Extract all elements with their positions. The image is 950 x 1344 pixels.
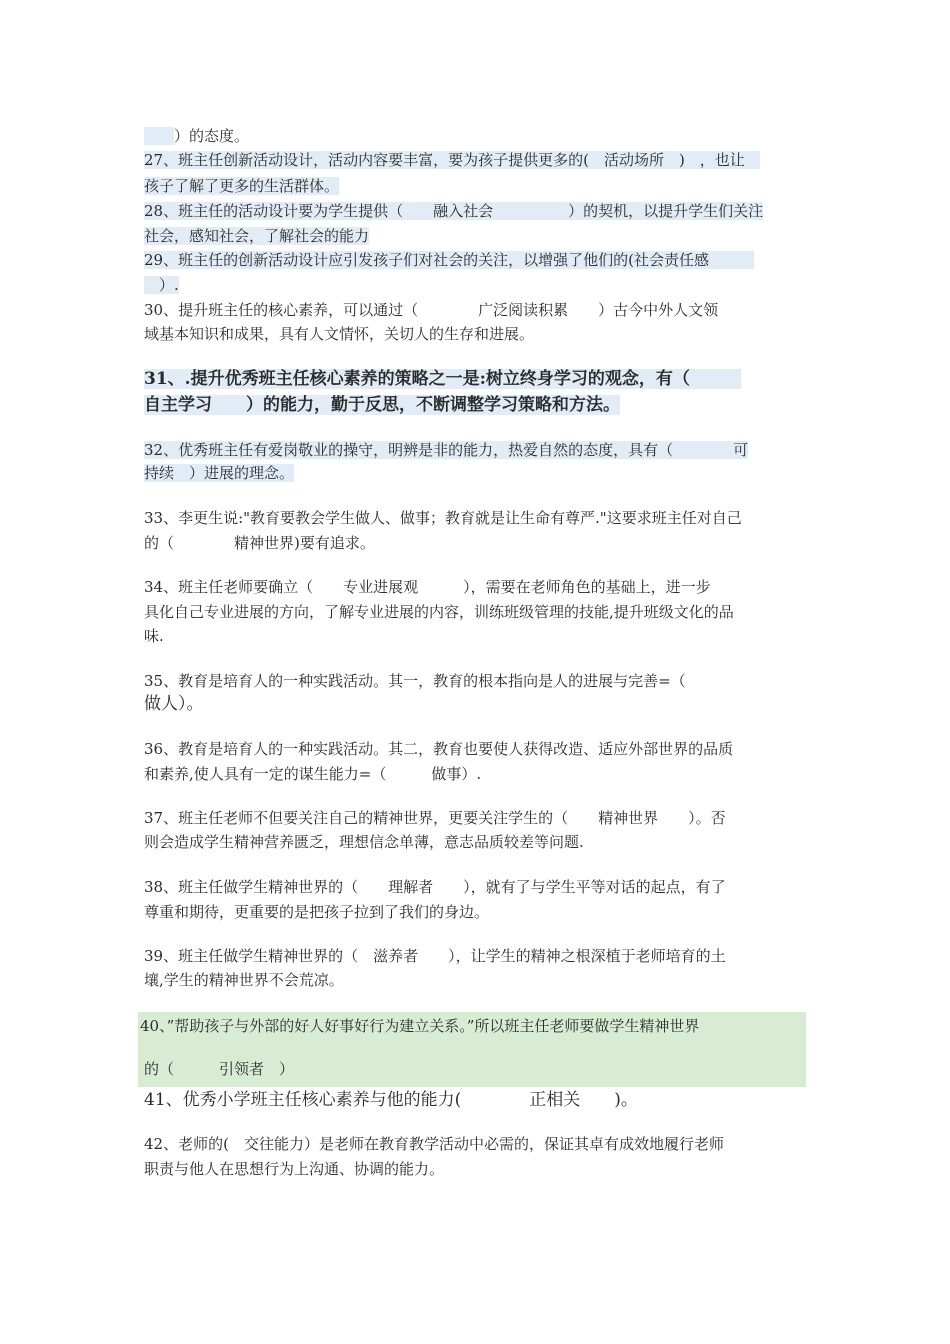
q26-line-2: ）的态度。 [144,126,249,146]
q28-line-2: 社会，感知社会，了解社会的能力 [144,227,370,245]
q32-line-1: 32、优秀班主任有爱岗敬业的操守，明辨是非的能力，热爱自然的态度，具有（ 可 [144,441,749,459]
q39-line-1: 39、班主任做学生精神世界的（ 滋养者 ），让学生的精神之根深植于老师培育的土 [144,947,726,965]
q34-line-1: 34、班主任老师要确立（ 专业进展观 ），需要在老师角色的基础上，进一步 [144,578,711,596]
q35-line-2: 做人）。 [144,694,204,714]
q34-line-2: 具化自己专业进展的方向，了解专业进展的内容，训练班级管理的技能,提升班级文化的品 [144,603,734,621]
q37-line-2: 则会造成学生精神营养匮乏，理想信念单薄，意志品质较差等问题. [144,833,584,851]
q37-line-1: 37、班主任老师不但要关注自己的精神世界，更要关注学生的（ 精神世界 ）。否 [144,809,726,827]
q41-line-1: 41、优秀小学班主任核心素养与他的能力( 正相关 )。 [144,1090,638,1110]
q29-line-1: 29、班主任的创新活动设计应引发孩子们对社会的关注，以增强了他们的(社会责任感 [144,250,754,270]
q27-line-1: 27、班主任创新活动设计，活动内容要丰富，要为孩子提供更多的( 活动场所 ) ，也让 [144,150,760,170]
q36-line-1: 36、教育是培育人的一种实践活动。其二，教育也要使人获得改造、适应外部世界的品质 [144,740,734,758]
q27-line-2: 孩子了解了更多的生活群体。 [144,177,340,195]
q39-line-2: 壤,学生的精神世界不会荒凉。 [144,971,344,989]
q38-line-2: 尊重和期待，更重要的是把孩子拉到了我们的身边。 [144,903,490,921]
q30-line-2: 域基本知识和成果，具有人文情怀，关切人的生存和进展。 [144,325,535,343]
q29-line-2: ）. [144,275,179,295]
q38-line-1: 38、班主任做学生精神世界的（ 理解者 ），就有了与学生平等对话的起点，有了 [144,878,726,896]
q40-line-1: 40、”帮助孩子与外部的好人好事好行为建立关系。”所以班主任老师要做学生精神世界 [140,1017,700,1035]
q34-line-3: 味. [144,627,164,645]
q32-line-2: 持续 ）进展的理念。 [144,464,295,482]
q42-line-1: 42、老师的( 交往能力）是老师在教育教学活动中必需的，保证其卓有成效地履行老师 [144,1135,724,1153]
q36-line-2: 和素养,使人具有一定的谋生能力=（ 做事）. [144,765,482,783]
q42-line-2: 职责与他人在思想行为上沟通、协调的能力。 [144,1160,445,1178]
q35-line-1: 35、教育是培育人的一种实践活动。其一，教育的根本指向是人的进展与完善=（ [144,672,686,690]
q33-line-1: 33、李更生说:"教育要教会学生做人、做事；教育就是让生命有尊严."这要求班主任对自己 [144,509,742,527]
q33-line-2: 的（ 精神世界)要有追求。 [144,534,375,552]
q31-line-1: 31、.提升优秀班主任核心素养的策略之一是:树立终身学习的观念，有（ [144,369,741,389]
q30-line-1: 30、提升班主任的核心素养，可以通过（ 广泛阅读积累 ）古今中外人文领 [144,301,719,319]
q40-line-2: 的（ 引领者 ） [144,1060,295,1078]
q28-line-1: 28、班主任的活动设计要为学生提供（ 融入社会 ）的契机，以提升学生们关注 [144,202,764,220]
q31-line-2: 自主学习 ）的能力，勤于反思，不断调整学习策略和方法。 [144,395,620,415]
